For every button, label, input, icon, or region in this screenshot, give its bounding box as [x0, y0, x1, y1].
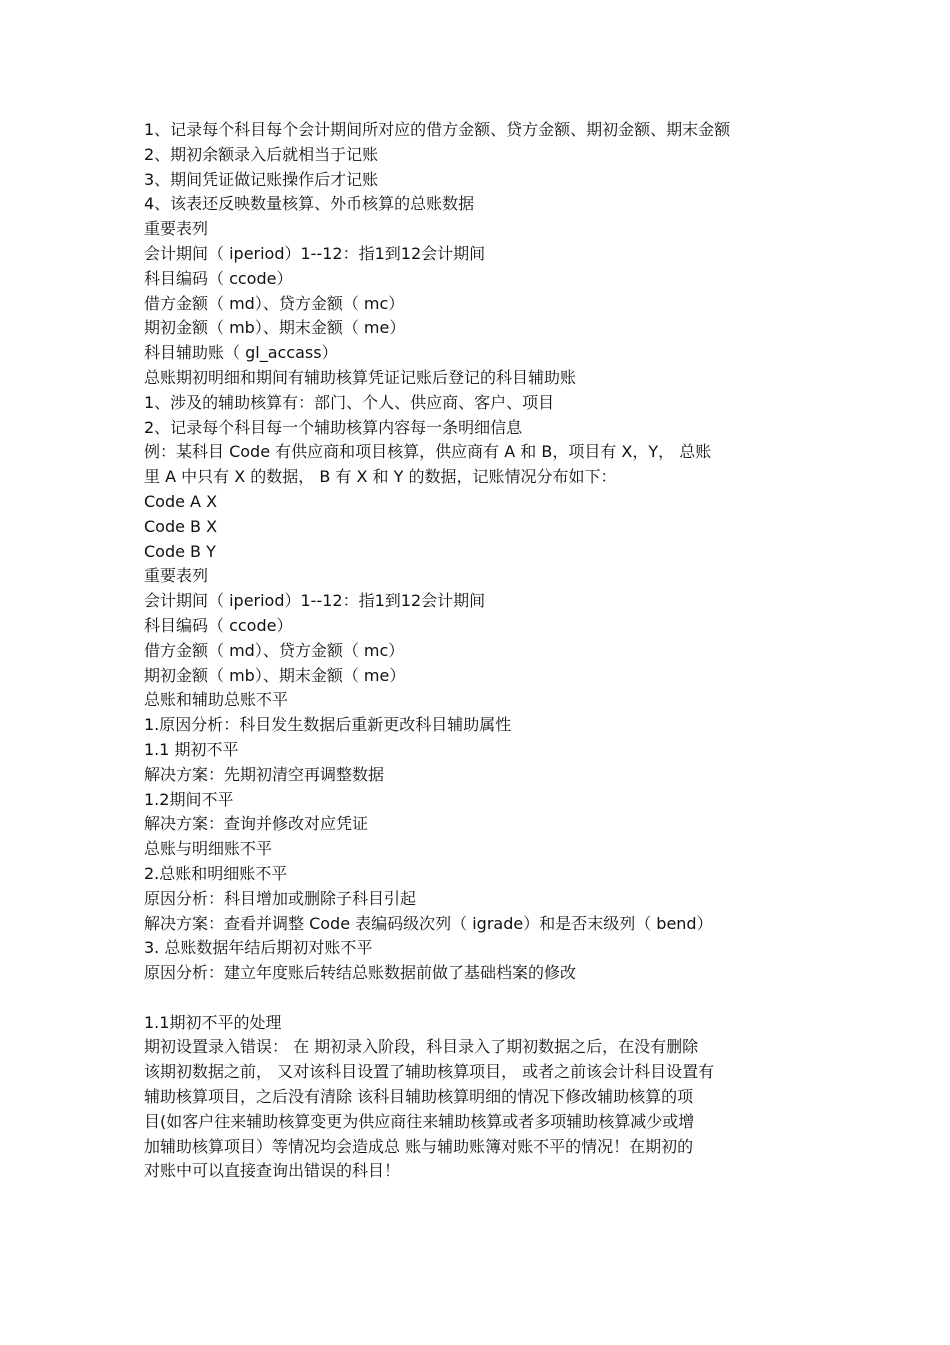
text-line: 会计期间（ iperiod）1--12：指1到12会计期间 — [144, 243, 486, 263]
paragraph-line: 目(如客户往来辅助核算变更为供应商往来辅助核算或者多项辅助核算减少或增 — [144, 1111, 695, 1131]
text-line: 科目辅助账（ gl_accass） — [144, 343, 338, 363]
text-line: 1.1 期初不平 — [144, 739, 239, 759]
text-line: Code B Y — [144, 541, 216, 561]
text-line: 1.原因分析：科目发生数据后重新更改科目辅助属性 — [144, 715, 512, 735]
paragraph-gap — [144, 986, 809, 1011]
text-line: 解决方案：查看并调整 Code 表编码级次列（ igrade）和是否末级列（ bend） — [144, 913, 713, 933]
paragraph-line: 辅助核算项目，之后没有清除 该科目辅助核算明细的情况下修改辅助核算的项 — [144, 1087, 694, 1107]
text-line: 1、涉及的辅助核算有：部门、个人、供应商、客户、项目 — [144, 392, 555, 412]
text-line: 原因分析：建立年度账后转结总账数据前做了基础档案的修改 — [144, 963, 577, 983]
text-line: 期初金额（ mb）、期末金额（ me） — [144, 318, 406, 338]
text-line: Code B X — [144, 516, 218, 536]
text-line: 重要表列 — [144, 219, 209, 239]
text-line: 例：某科目 Code 有供应商和项目核算，供应商有 A 和 B，项目有 X，Y， 总账 — [144, 442, 712, 462]
text-line: 2.总账和明细账不平 — [144, 863, 288, 883]
text-line: 2、记录每个科目每一个辅助核算内容每一条明细信息 — [144, 417, 523, 437]
text-line: 原因分析：科目增加或删除子科目引起 — [144, 888, 417, 908]
text-line: Code A X — [144, 491, 218, 511]
document-body — [144, 118, 809, 1184]
text-line: 4、该表还反映数量核算、外币核算的总账数据 — [144, 194, 475, 214]
text-line: 期初金额（ mb）、期末金额（ me） — [144, 665, 406, 685]
text-line: 总账和辅助总账不平 — [144, 690, 289, 710]
text-line: 2、期初余额录入后就相当于记账 — [144, 144, 379, 164]
text-line: 总账期初明细和期间有辅助核算凭证记账后登记的科目辅助账 — [144, 367, 577, 387]
text-line: 1.2期间不平 — [144, 789, 234, 809]
text-line: 解决方案：查询并修改对应凭证 — [144, 814, 369, 834]
text-line: 会计期间（ iperiod）1--12：指1到12会计期间 — [144, 591, 486, 611]
text-line: 3、期间凭证做记账操作后才记账 — [144, 169, 379, 189]
text-line: 里 A 中只有 X 的数据， B 有 X 和 Y 的数据，记账情况分布如下： — [144, 467, 617, 487]
text-line: 解决方案：先期初清空再调整数据 — [144, 764, 385, 784]
text-line: 科目编码（ ccode） — [144, 268, 293, 288]
paragraph-line: 期初设置录入错误： 在 期初录入阶段，科目录入了期初数据之后，在没有删除 — [144, 1037, 699, 1057]
text-line: 总账与明细账不平 — [144, 839, 273, 859]
paragraph-line: 该期初数据之前， 又对该科目设置了辅助核算项目， 或者之前该会计科目设置有 — [144, 1062, 715, 1082]
paragraph-line: 对账中可以直接查询出错误的科目！ — [144, 1161, 401, 1181]
text-line: 借方金额（ md）、贷方金额（ mc） — [144, 293, 405, 313]
section-title: 1.1期初不平的处理 — [144, 1012, 282, 1032]
text-line: 3. 总账数据年结后期初对账不平 — [144, 938, 373, 958]
paragraph-line: 加辅助核算项目）等情况均会造成总 账与辅助账簿对账不平的情况！在期初的 — [144, 1136, 694, 1156]
text-line: 重要表列 — [144, 566, 209, 586]
text-line: 科目编码（ ccode） — [144, 615, 293, 635]
text-line: 借方金额（ md）、贷方金额（ mc） — [144, 640, 405, 660]
text-line: 1、记录每个科目每个会计期间所对应的借方金额、贷方金额、期初金额、期末金额 — [144, 120, 731, 139]
